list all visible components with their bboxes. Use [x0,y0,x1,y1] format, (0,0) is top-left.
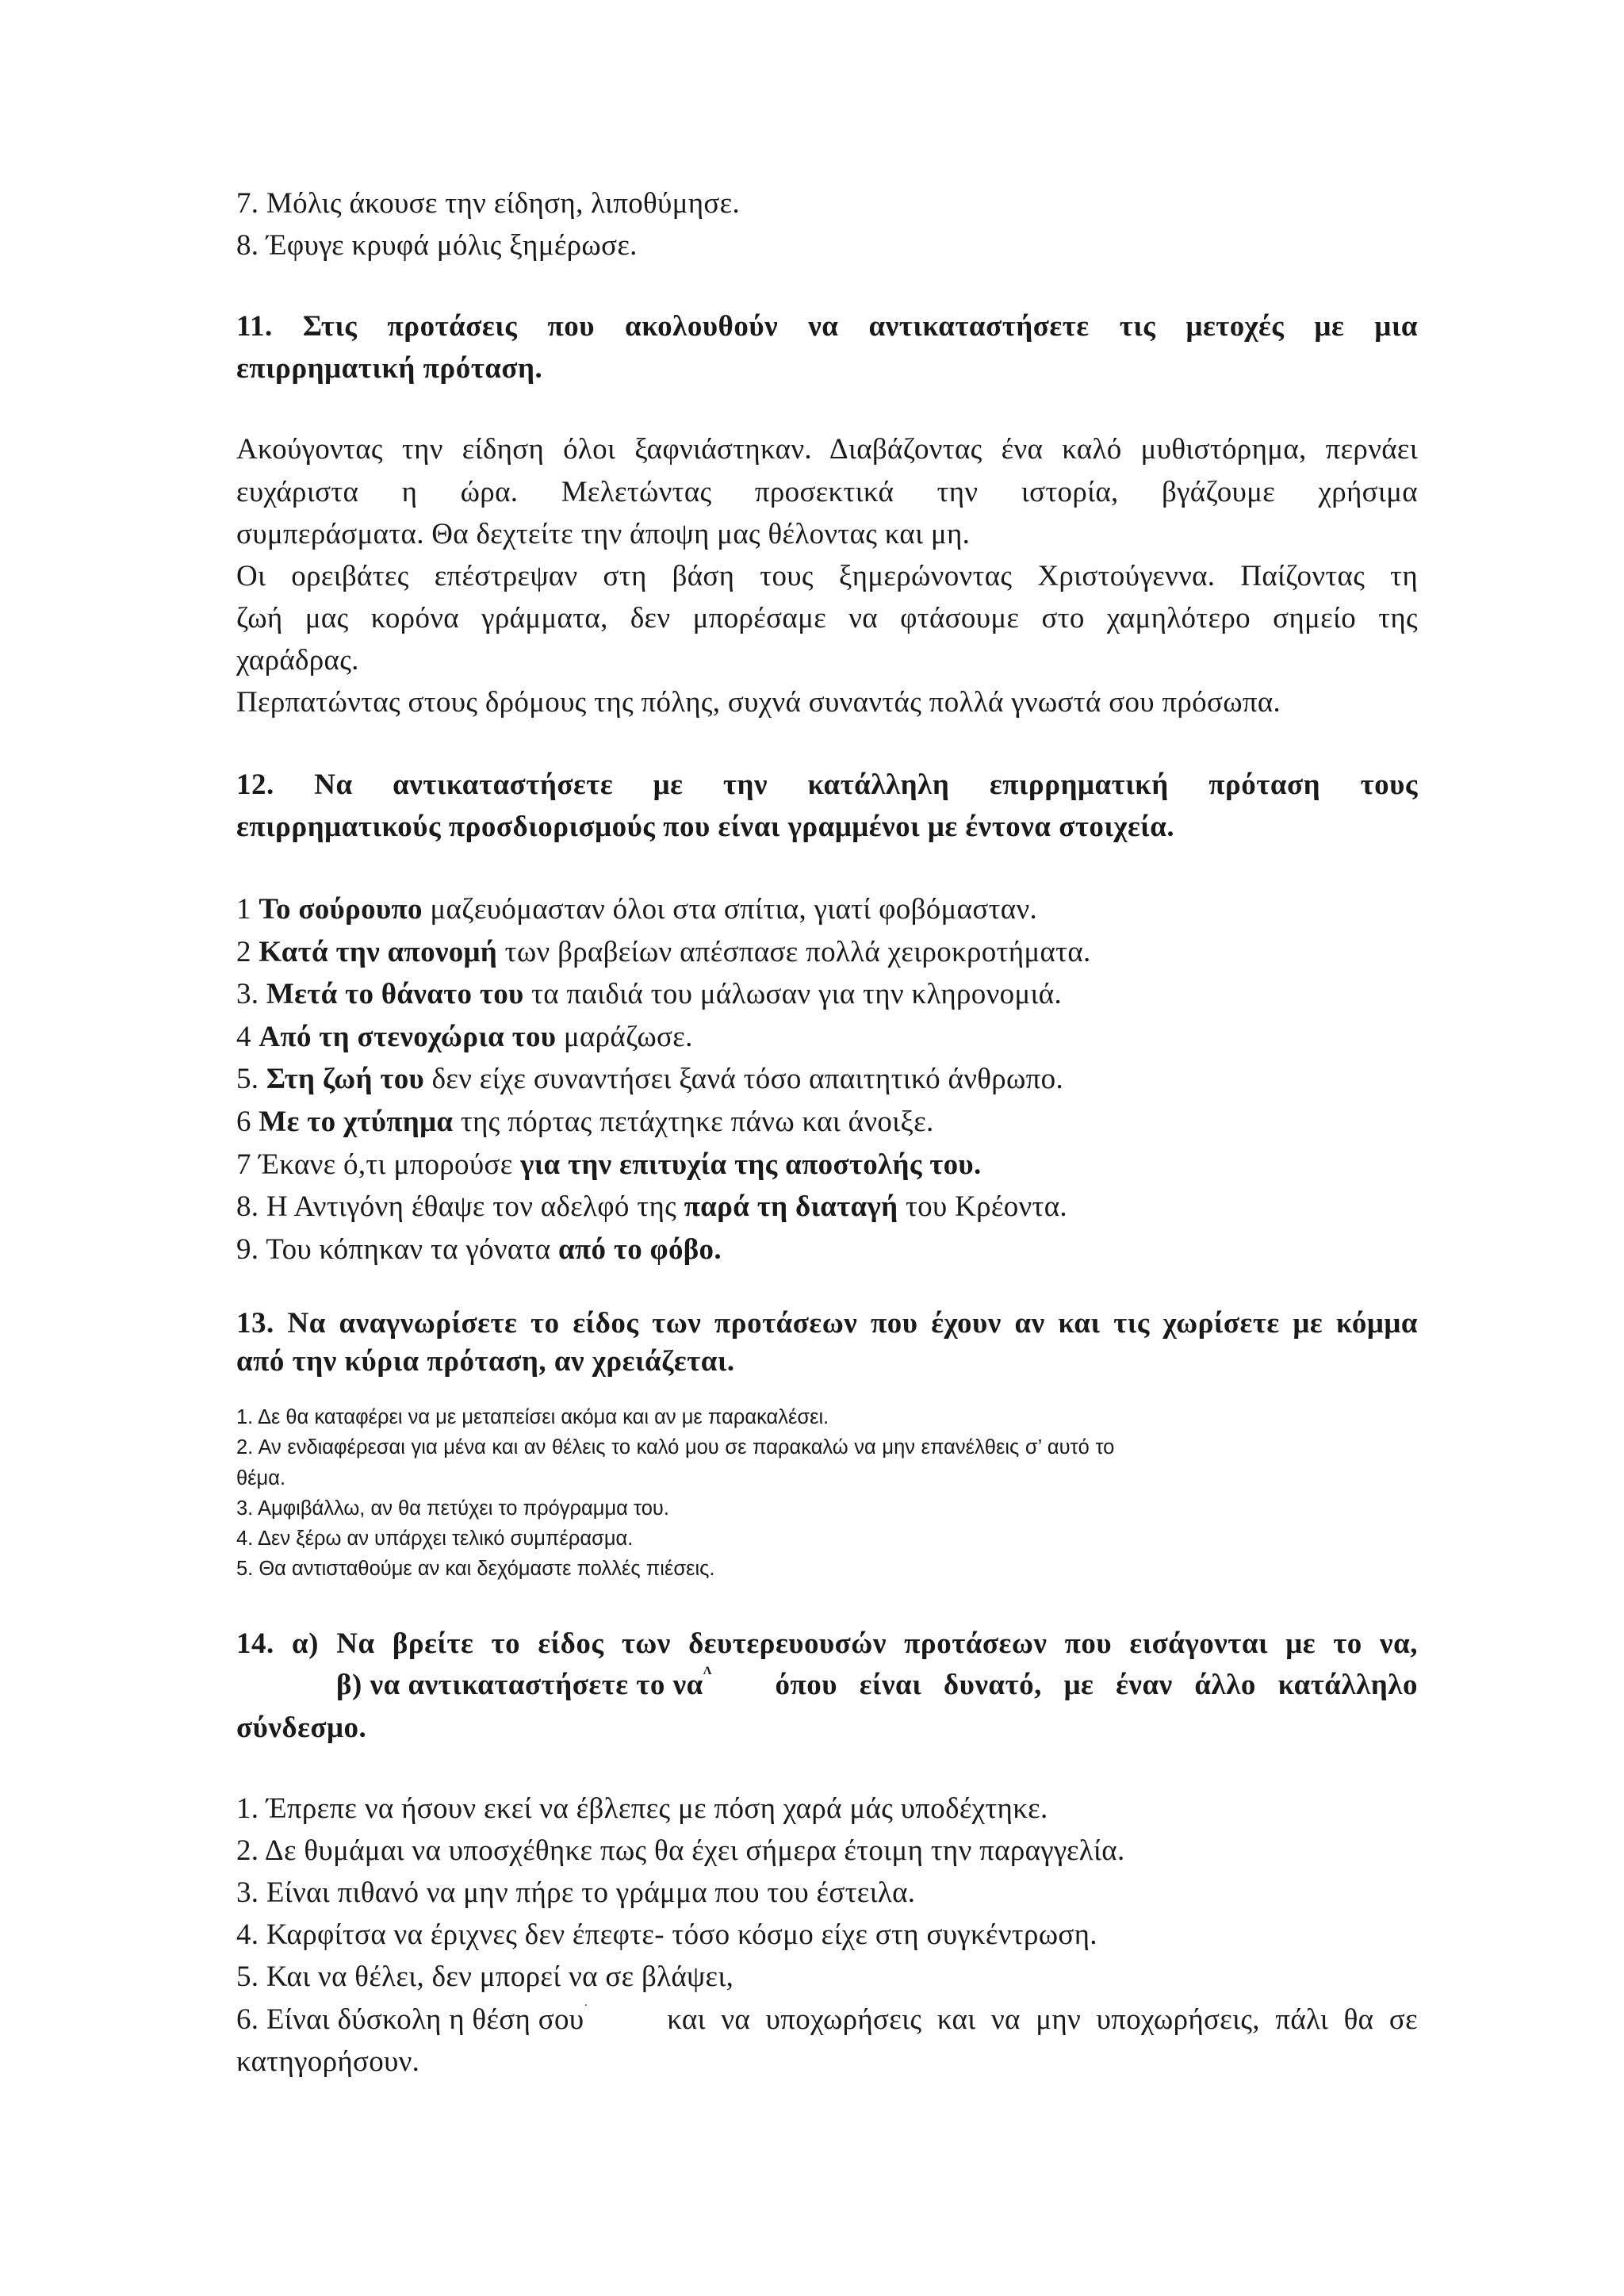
list-item [236,1064,1063,1094]
bold-adverbial: Με το χτύπημα [259,1106,454,1138]
item-text: τα παιδιά του μάλωσαν για την κληρονομιά. [523,978,1063,1010]
heading-part: β) να αντικαταστήσετε το $\nu\alpha^\Lambda$ [336,1665,713,1701]
list-item [236,1192,1067,1221]
superscript-mark: · [584,1999,588,2012]
exercise-14-heading-cont: σύνδεσμο. [236,1711,367,1744]
list-item [236,1150,982,1179]
list-item: 2. Δε θυμάμαι να υποσχέθηκε πως θα έχει σήμερα έτοιμη την παραγγελία. [236,1834,1125,1867]
list-item: 4. Καρφίτσα να έριχνες δεν έπεφτε- τόσο κόσμο είχε στη συγκέντρωση. [236,1918,1097,1951]
list-item-part: και να υποχωρήσεις και να μην υποχωρήσεις, πάλι θα σε [667,2003,1418,2036]
exercise-14-heading: 14. α) Να βρείτε το είδος των δευτερευουσών προτάσεων που εισάγονται με το να, [236,1627,1418,1660]
item-text: 4 [236,1021,259,1053]
list-item [236,937,1091,967]
item-text: 9. Του κόπηκαν τα γόνατα [236,1233,558,1266]
paragraph-line: συμπεράσματα. Θα δεχτείτε την άποψη μας θέλοντας και μη. [236,518,971,550]
exercise-13-heading-cont: από την κύρια πρόταση, αν χρειάζεται. [236,1345,735,1378]
item-text: μαζευόμασταν όλοι στα σπίτια, γιατί φοβόμασταν. [422,893,1038,926]
paragraph-line: ζωή μας κορόνα γράμματα, δεν μπορέσαμε να φτάσουμε στο χαμηλότερο σημείο της [236,602,1418,634]
list-item-cont: θέμα. [236,1467,286,1489]
item-text: 6 [236,1106,259,1138]
exercise-11-heading-cont: επιρρηματική πρόταση. [236,352,543,385]
list-item-cont: κατηγορήσουν. [236,2045,420,2078]
item-text: του Κρέοντα. [898,1190,1067,1223]
bold-adverbial: παρά τη διαταγή [684,1190,898,1223]
bold-adverbial: για την επιτυχία της αποστολής του. [520,1148,982,1181]
exercise-12-heading: 12. Να αντικαταστήσετε με την κατάλληλη επιρρηματική πρόταση τους [236,769,1418,801]
paragraph-line: Οι ορειβάτες επέστρεψαν στη βάση τους ξημερώνοντας Χριστούγεννα. Παίζοντας τη [236,560,1418,592]
list-item [236,895,1037,924]
item-text: 7 Έκανε ό,τι μπορούσε [236,1148,521,1181]
exercise-12-heading-cont: επιρρηματικούς προσδιορισμούς που είναι γραμμένοι με έντονα στοιχεία. [236,811,1175,843]
list-item [236,1999,1418,2036]
list-item [236,979,1062,1009]
exercise-14-heading-line2 [336,1665,1418,1701]
list-item: 3. Είναι πιθανό να μην πήρε το γράμμα που του έστειλα. [236,1876,916,1909]
item-text: 5. [236,1063,266,1095]
list-item [236,1107,934,1137]
item-text: 8. Η Αντιγόνη έθαψε τον αδελφό της [236,1190,684,1223]
list-item: 2. Αν ενδιαφέρεσαι για μένα και αν θέλεις το καλό μου σε παρακαλώ να μην επανέλθεις σ’ αυτό το [236,1436,1115,1458]
list-item [236,1235,722,1264]
item-text: των βραβείων απέσπασε πολλά χειροκροτήματα. [497,936,1091,968]
list-item: 4. Δεν ξέρω αν υπάρχει τελικό συμπέρασμα. [236,1527,634,1550]
paragraph-line: Περπατώντας στους δρόμους της πόλης, συχνά συναντάς πολλά γνωστά σου πρόσωπα. [236,686,1281,719]
paragraph-line: Ακούγοντας την είδηση όλοι ξαφνιάστηκαν. Διαβάζοντας ένα καλό μυθιστόρημα, περνάει [236,433,1418,466]
bold-adverbial: Μετά το θάνατο του [266,978,524,1010]
exercise-13-heading: 13. Να αναγνωρίσετε το είδος των προτάσεων που έχουν αν και τις χωρίσετε με κόμμα [236,1307,1418,1340]
list-item: 1. Δε θα καταφέρει να με μεταπείσει ακόμα και αν με παρακαλέσει. [236,1406,829,1428]
list-item: 8. Έφυγε κρυφά μόλις ξημέρωσε. [236,229,638,262]
paragraph-line: ευχάριστα η ώρα. Μελετώντας προσεκτικά την ιστορία, βγάζουμε χρήσιμα [236,476,1418,508]
item-text: δεν είχε συναντήσει ξανά τόσο απαιτητικό άνθρωπο. [424,1063,1063,1095]
list-item: 5. Και να θέλει, δεν μπορεί να σε βλάψει, [236,1961,734,1993]
item-text: 2 [236,936,259,968]
item-text: μαράζωσε. [556,1021,693,1053]
item-text: 3. [236,978,266,1010]
superscript-mark: Λ [703,1665,713,1677]
bold-adverbial: Το σούρουπο [259,893,423,926]
list-item: 5. Θα αντισταθούμε αν και δεχόμαστε πολλές πιέσεις. [236,1558,715,1580]
bold-adverbial: από το φόβο. [557,1233,722,1266]
bold-adverbial: Από τη στενοχώρια του [259,1021,557,1053]
exercise-11-heading: 11. Στις προτάσεις που ακολουθούν να αντικαταστήσετε τις μετοχές με μια [236,310,1418,343]
heading-part: όπου είναι δυνατό, με έναν άλλο κατάλληλο [775,1669,1418,1701]
item-text: της πόρτας πετάχτηκε πάνω και άνοιξε. [453,1106,934,1138]
list-item-part: 6. Είναι δύσκολη η θέση σου· [236,1999,588,2036]
bold-adverbial: Κατά την απονομή [259,936,498,968]
bold-adverbial: Στη ζωή του [266,1063,425,1095]
list-item: 7. Μόλις άκουσε την είδηση, λιποθύμησε. [236,187,741,220]
item-text: 1 [236,893,259,926]
list-item: 1. Έπρεπε να ήσουν εκεί να έβλεπες με πόση χαρά μάς υποδέχτηκε. [236,1792,1048,1825]
paragraph-line: χαράδρας. [236,644,359,677]
list-item [236,1022,693,1052]
list-item: 3. Αμφιβάλλω, αν θα πετύχει το πρόγραμμα του. [236,1497,669,1520]
